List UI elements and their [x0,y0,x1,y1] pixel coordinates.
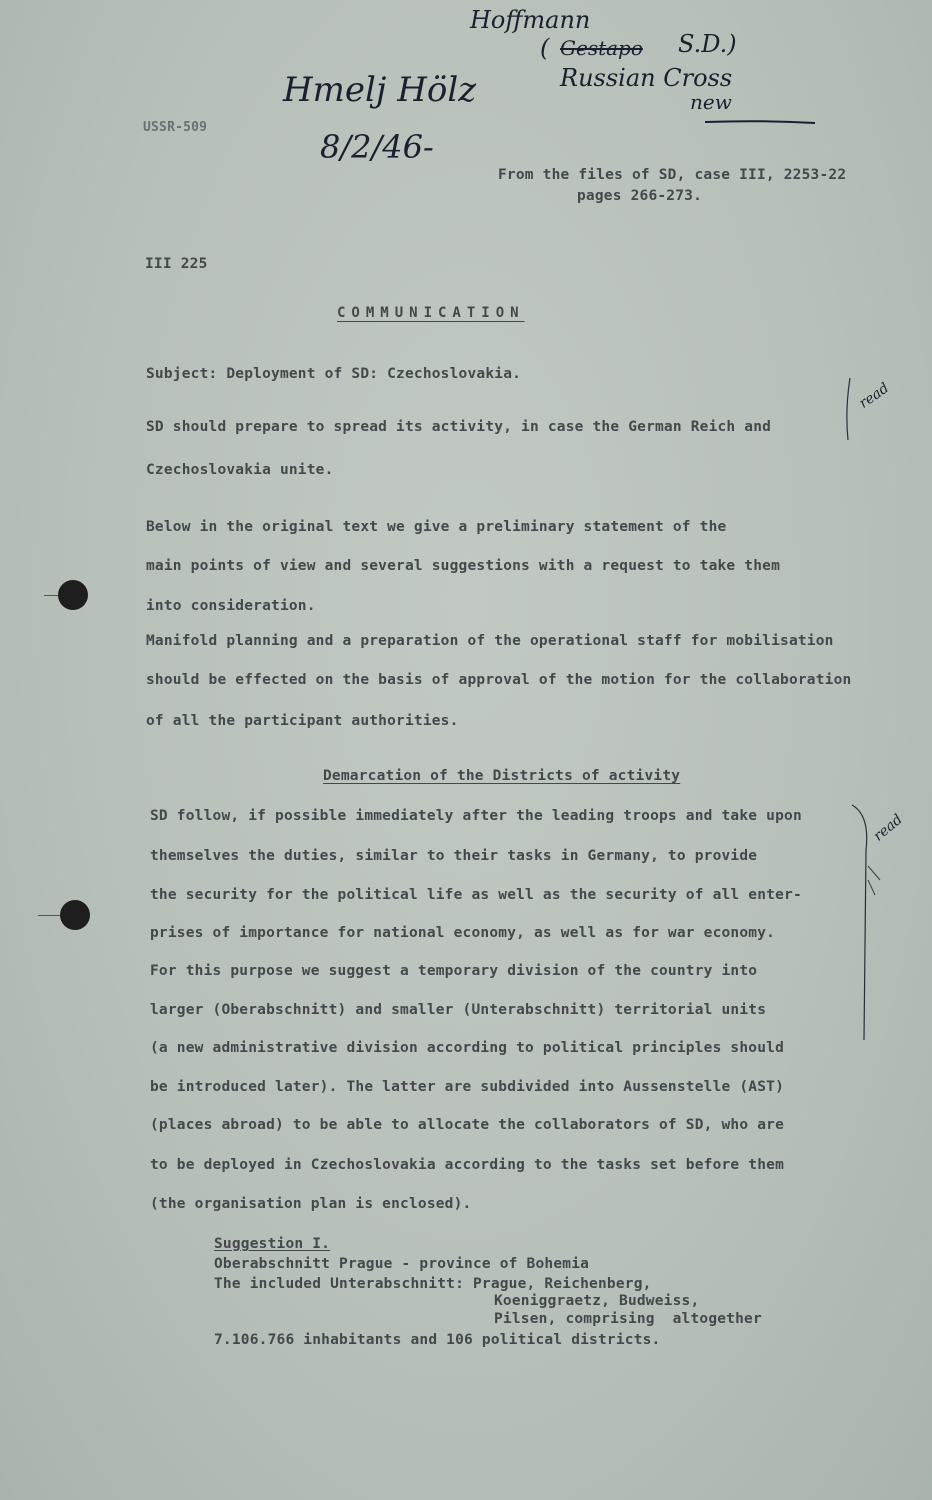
paragraph-line: Below in the original text we give a preliminary statement of the [146,519,727,535]
paragraph-line: larger (Oberabschnitt) and smaller (Unterabschnitt) territorial units [150,1002,767,1018]
margin-note: read [870,811,906,845]
paragraph-line: Czechoslovakia unite. [146,462,334,478]
paragraph-line: prises of importance for national economy, as well as for war economy. [150,925,776,941]
suggestion-heading: Suggestion I. [214,1236,331,1252]
source-line-1: From the files of SD, case III, 2253-22 [498,167,847,183]
source-line-2: pages 266-273. [577,188,703,204]
handwritten-name: Hoffmann [470,6,591,34]
paragraph-line: SD should prepare to spread its activity, in case the German Reich and [146,419,772,435]
paragraph-line: Manifold planning and a preparation of the operational staff for mobilisation [146,633,834,649]
document-title: COMMUNICATION [337,305,525,321]
document-id: USSR-509 [143,120,208,135]
subject-line: Subject: Deployment of SD: Czechoslovakia. [146,366,522,382]
suggestion-line: The included Unterabschnitt: Prague, Reichenberg, [214,1276,652,1292]
paragraph-line: to be deployed in Czechoslovakia according to the tasks set before them [150,1157,785,1173]
section-heading: Demarcation of the Districts of activity [323,768,681,784]
margin-bracket-stroke [847,378,850,440]
margin-note: read [856,380,892,412]
suggestion-line: Koeniggraetz, Budweiss, [494,1293,700,1309]
handwritten-struck-word: Gestapo [560,36,643,60]
reference-number: III 225 [145,256,208,272]
suggestion-line: Pilsen, comprising altogether [494,1311,762,1327]
handwritten-russian-cross: Russian Cross [560,64,733,92]
paragraph-line: of all the participant authorities. [146,713,459,729]
margin-check-stroke [868,866,880,895]
suggestion-line: 7.106.766 inhabitants and 106 political districts. [214,1332,661,1348]
paragraph-line: (a new administrative division according to political principles should [150,1040,785,1056]
suggestion-line: Oberabschnitt Prague - province of Bohemia [214,1256,590,1272]
paragraph-line: should be effected on the basis of approval of the motion for the collaboration [146,672,852,688]
margin-bracket-stroke [852,805,867,1040]
paragraph-line: be introduced later). The latter are subdivided into Aussenstelle (AST) [150,1079,785,1095]
paragraph-line: SD follow, if possible immediately after the leading troops and take upon [150,808,802,824]
paragraph-line: (the organisation plan is enclosed). [150,1196,472,1212]
paragraph-line: main points of view and several suggestions with a request to take them [146,558,781,574]
paragraph-line: into consideration. [146,598,316,614]
paragraph-line: themselves the duties, similar to their tasks in Germany, to provide [150,848,758,864]
paragraph-line: For this purpose we suggest a temporary division of the country into [150,963,758,979]
paragraph-line: (places abroad) to be able to allocate the collaborators of SD, who are [150,1117,785,1133]
handwritten-signature: Hmelj Hölz [283,70,477,110]
handwritten-new: new [690,90,732,114]
handwritten-sd-note: S.D.) [678,30,737,58]
paragraph-line: the security for the political life as well as the security of all enter- [150,887,802,903]
handwritten-underline-stroke [705,121,815,123]
handwritten-date: 8/2/46- [320,128,434,166]
handwritten-paren: ( [540,34,550,62]
